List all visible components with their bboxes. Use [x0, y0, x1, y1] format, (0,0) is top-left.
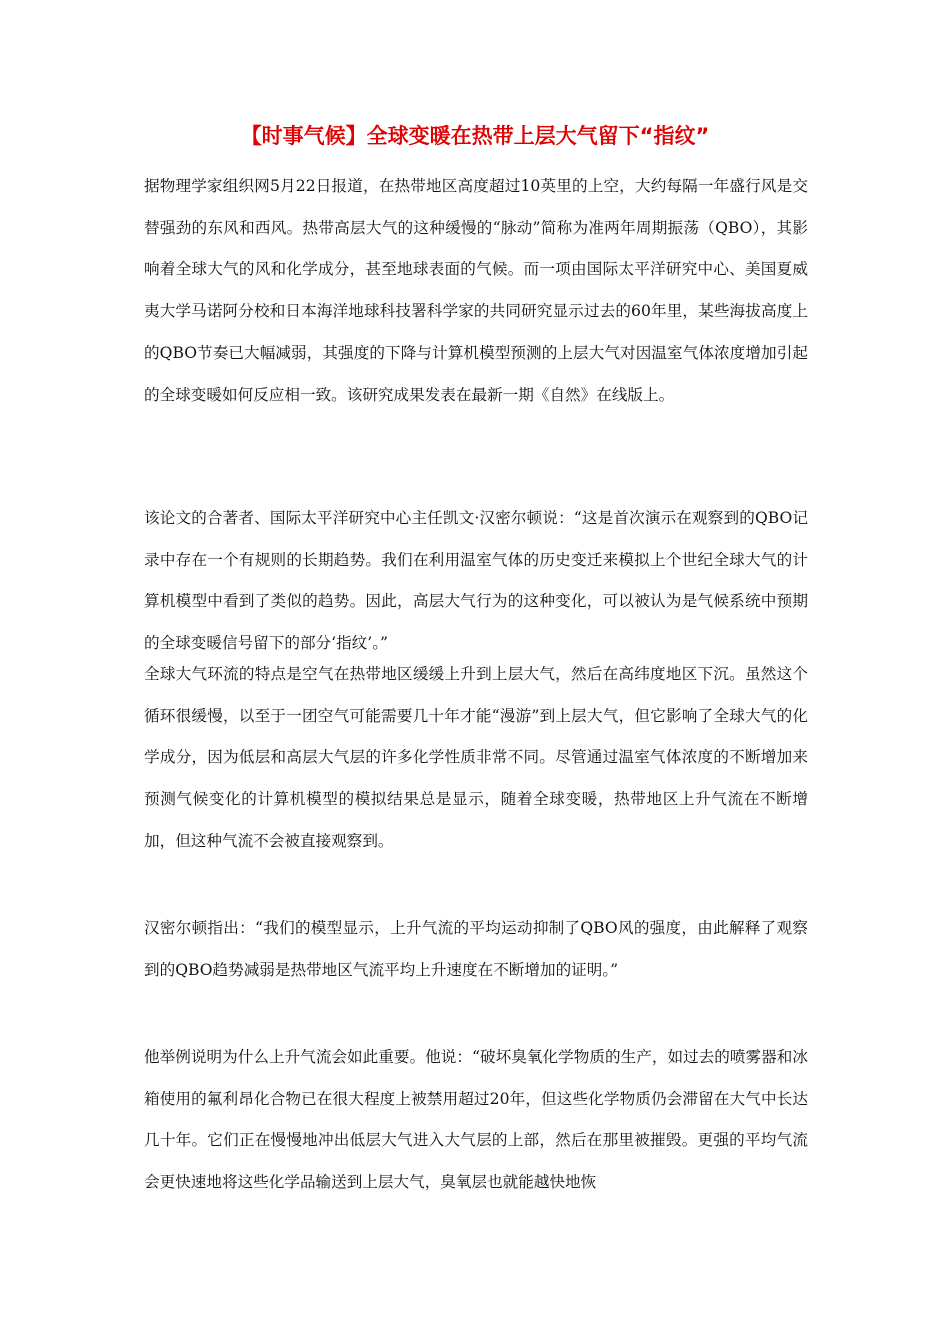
article-paragraph-3: 全球大气环流的特点是空气在热带地区缓缓上升到上层大气，然后在高纬度地区下沉。虽然这个循环很缓慢，以至于一团空气可能需要几十年才能“漫游”到上层大气，但它影响了全球大气的化学成分，因为低层和高层大气层的许多化学性质非常不同。尽管通过温室气体浓度的不断增加来预测气候变化的计算机模型的模拟结果总是显示，随着全球变暖，热带地区上升气流在不断增加，但这种气流不会被直接观察到。 — [144, 665, 808, 850]
article-paragraph-1: 据物理学家组织网5月22日报道，在热带地区高度超过10英里的上空，大约每隔一年盛行风是交替强劲的东风和西风。热带高层大气的这种缓慢的“脉动”简称为准两年周期振荡（QBO），其影响着全球大气的风和化学成分，甚至地球表面的气候。而一项由国际太平洋研究中心、美国夏威夷大学马诺阿分校和日本海洋地球科技署科学家的共同研究显示过去的60年里，某些海拔高度上的QBO节奏已大幅减弱，其强度的下降与计算机模型预测的上层大气对因温室气体浓度增加引起的全球变暖如何反应相一致。该研究成果发表在最新一期《自然》在线版上。 — [144, 177, 808, 404]
article-title: 【时事气候】全球变暖在热带上层大气留下“指纹” — [240, 124, 710, 148]
article-paragraph-5: 他举例说明为什么上升气流会如此重要。他说：“破坏臭氧化学物质的生产，如过去的喷雾器和冰箱使用的氟利昂化合物已在很大程度上被禁用超过20年，但这些化学物质仍会滞留在大气中长达几十年。它们正在慢慢地冲出低层大气进入大气层的上部，然后在那里被摧毁。更强的平均气流会更快速地将这些化学品输送到上层大气，臭氧层也就能越快地恢 — [144, 1048, 808, 1192]
article-paragraph-2: 该论文的合著者、国际太平洋研究中心主任凯文·汉密尔顿说：“这是首次演示在观察到的QBO记录中存在一个有规则的长期趋势。我们在利用温室气体的历史变迁来模拟上个世纪全球大气的计算机模型中看到了类似的趋势。因此，高层大气行为的这种变化，可以被认为是气候系统中预期的全球变暖信号留下的部分‘指纹’。” — [144, 509, 808, 653]
article-paragraph-4: 汉密尔顿指出：“我们的模型显示，上升气流的平均运动抑制了QBO风的强度，由此解释了观察到的QBO趋势减弱是热带地区气流平均上升速度在不断增加的证明。” — [144, 919, 808, 979]
